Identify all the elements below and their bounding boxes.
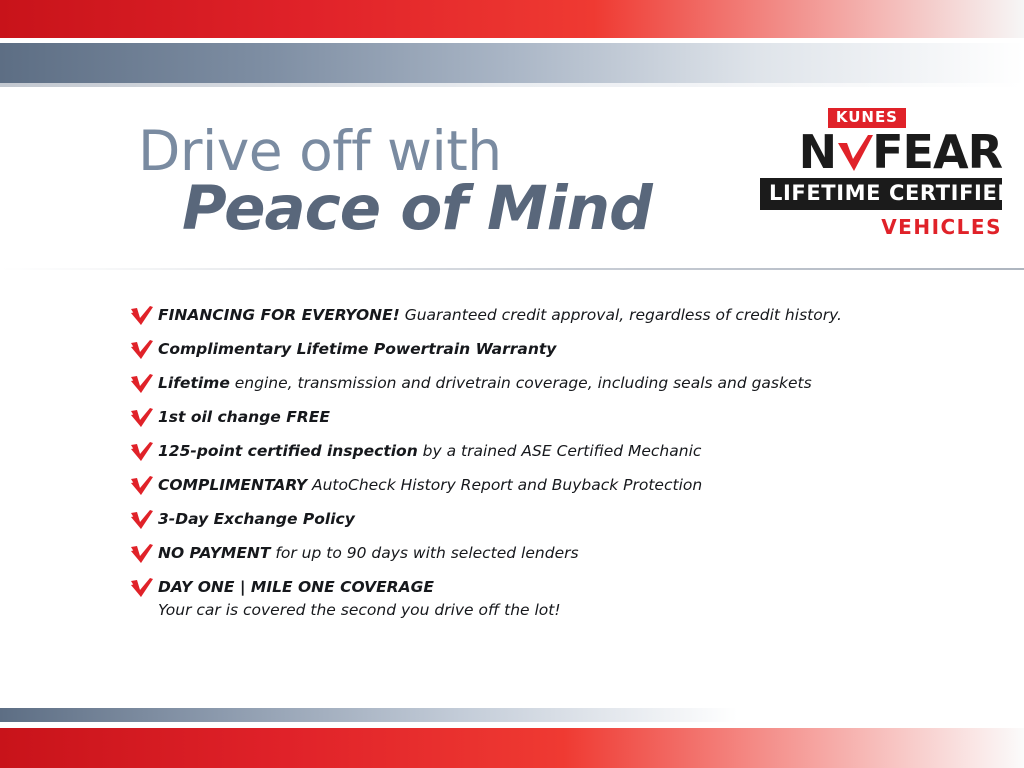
list-item	[130, 339, 950, 360]
logo-no-fear-wordmark	[760, 125, 1002, 179]
checkmark-bullet-icon	[130, 408, 154, 428]
logo-word-no: N	[798, 125, 837, 179]
benefit-rest: AutoCheck History Report and Buyback Protection	[307, 476, 703, 494]
checkmark-bullet-icon	[130, 442, 154, 462]
benefit-bold: Lifetime	[158, 374, 230, 392]
list-item	[130, 475, 950, 496]
checkmark-bullet-icon	[130, 306, 154, 326]
benefit-rest: Guaranteed credit approval, regardless of credit history.	[399, 306, 842, 324]
list-item	[130, 577, 950, 621]
benefit-bold: COMPLIMENTARY	[158, 476, 308, 494]
benefit-text	[158, 543, 579, 563]
bottom-red-band	[0, 728, 1024, 768]
logo-lifetime-certified-banner: LIFETIME CERTIFIED	[760, 178, 1002, 210]
benefit-text	[158, 577, 434, 597]
checkmark-bullet-icon	[130, 340, 154, 360]
list-item	[130, 509, 950, 530]
headline-line-2: Peace of Mind	[182, 173, 652, 244]
benefit-bold: Complimentary Lifetime Powertrain Warranty	[158, 340, 557, 358]
benefit-rest: engine, transmission and drivetrain coverage, including seals and gaskets	[229, 374, 812, 392]
headline-block	[138, 119, 758, 244]
benefit-bold: 1st oil change FREE	[158, 408, 330, 426]
top-red-band	[0, 0, 1024, 38]
benefit-bold: NO PAYMENT	[158, 544, 271, 562]
checkmark-bullet-icon	[130, 374, 154, 394]
benefit-rest: for up to 90 days with selected lenders	[270, 544, 579, 562]
check-mark-icon	[834, 134, 874, 174]
benefit-bold: FINANCING FOR EVERYONE!	[158, 306, 400, 324]
benefit-bold: DAY ONE | MILE ONE COVERAGE	[158, 578, 434, 596]
list-item	[130, 407, 950, 428]
checkmark-bullet-icon	[130, 544, 154, 564]
list-item	[130, 543, 950, 564]
benefits-list	[130, 305, 950, 621]
logo-vehicles-label: VEHICLES	[881, 215, 1002, 239]
list-item	[130, 441, 950, 462]
top-band-shadow	[0, 83, 1024, 87]
headline-divider	[0, 268, 1024, 270]
list-item	[130, 373, 950, 394]
benefit-text	[158, 373, 812, 393]
benefit-text	[158, 509, 355, 529]
bottom-gray-band	[0, 708, 1024, 722]
no-fear-logo	[760, 108, 1016, 239]
logo-word-fear: FEAR	[872, 125, 1002, 179]
checkmark-bullet-icon	[130, 476, 154, 496]
top-gray-band	[0, 43, 1024, 83]
benefit-rest: by a trained ASE Certified Mechanic	[417, 442, 702, 460]
benefit-text	[158, 475, 702, 495]
benefit-bold: 3-Day Exchange Policy	[158, 510, 355, 528]
benefit-text	[158, 441, 701, 461]
benefit-subtext: Your car is covered the second you drive off the lot!	[158, 601, 561, 619]
benefit-text	[158, 339, 556, 359]
logo-brand-kunes: KUNES	[828, 108, 906, 128]
checkmark-bullet-icon	[130, 578, 154, 598]
headline-line-1: Drive off with	[138, 119, 502, 183]
checkmark-bullet-icon	[130, 510, 154, 530]
benefit-bold: 125-point certified inspection	[158, 442, 418, 460]
list-item	[130, 305, 950, 326]
benefit-text	[158, 407, 330, 427]
benefit-text	[158, 305, 842, 325]
